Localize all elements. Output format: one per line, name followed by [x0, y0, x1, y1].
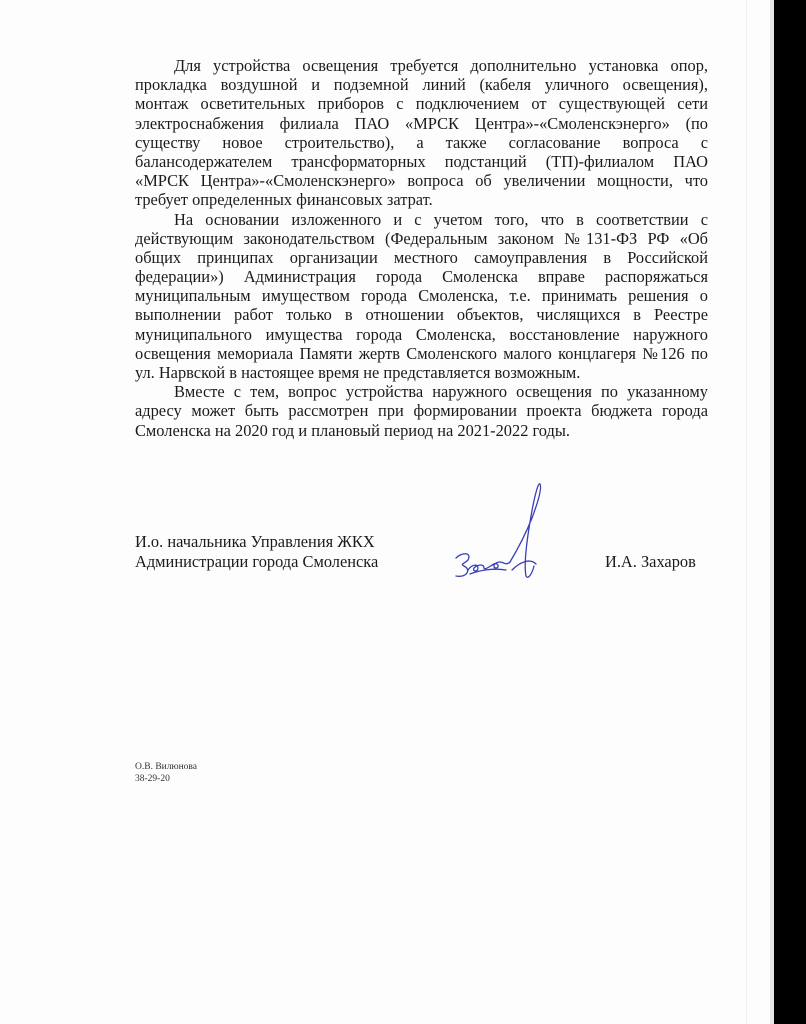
text-line: «МРСК Центра»-«Смоленскэнерго» вопроса об увеличении мощности, что [135, 171, 708, 191]
signature-stroke [456, 554, 469, 577]
text-line: федерации») Администрация города Смоленска вправе распоряжаться [135, 267, 708, 287]
text-line: На основании изложенного и с учетом того, что в соответствии с [174, 209, 708, 229]
text-line: адресу может быть рассмотрен при формировании проекта бюджета города [135, 401, 708, 421]
text-line: требует определенных финансовых затрат. [135, 190, 433, 210]
paragraph-2 [135, 210, 708, 383]
text-line: монтаж осветительных приборов с подключением от существующей сети [135, 94, 708, 114]
position-line-1: И.о. начальника Управления ЖКХ [135, 532, 375, 551]
text-line: Для устройства освещения требуется дополнительно установка опор, [174, 56, 708, 75]
text-line: муниципальным имуществом города Смоленска, т.е. принимать решения о [135, 286, 708, 306]
text-line: ул. Нарвской в настоящее время не представляется возможным. [135, 363, 581, 382]
position-line-2: Администрации города Смоленска [135, 552, 379, 571]
signatory-name: И.А. Захаров [605, 552, 696, 571]
letter-body [135, 56, 708, 440]
executor-info [135, 761, 197, 785]
text-line: выполнении работ только в отношении объектов, числящихся в Реестре [135, 305, 708, 325]
paragraph-1 [135, 56, 708, 210]
text-line: существу новое строительство), а также согласование вопроса с [135, 132, 708, 152]
executor-phone: 38-29-20 [135, 774, 170, 784]
text-line: общих принципах организации местного самоуправления в Российской [135, 247, 708, 267]
screen-border [774, 0, 806, 1024]
text-line: электроснабжения филиала ПАО «МРСК Центра»-«Смоленскэнерго» (по [135, 113, 708, 133]
text-line: Вместе с тем, вопрос устройства наружного освещения по указанному [174, 382, 708, 402]
paragraph-3 [135, 382, 708, 440]
signature-stroke [512, 561, 536, 570]
text-line: действующим законодательством (Федеральным законом №131-ФЗ РФ «Об [135, 228, 708, 248]
page-fold-line [746, 0, 747, 1024]
signature-block [135, 532, 715, 572]
signature-stroke [470, 569, 506, 574]
text-line: муниципального имущества города Смоленска, восстановление наружного [135, 324, 708, 344]
text-line: балансодержателем трансформаторных подстанций (ТП)-филиалом ПАО [135, 151, 708, 171]
text-line: Смоленска на 2020 год и плановый период на 2021-2022 годы. [135, 420, 570, 440]
text-line: освещения мемориала Памяти жертв Смоленского малого концлагеря №126 по [135, 343, 708, 363]
handwritten-signature [450, 478, 560, 583]
executor-name: О.В. Вилюнова [135, 762, 197, 772]
text-line: прокладка воздушной и подземной линий (кабеля уличного освещения), [135, 75, 708, 95]
signatory-position [135, 532, 378, 572]
